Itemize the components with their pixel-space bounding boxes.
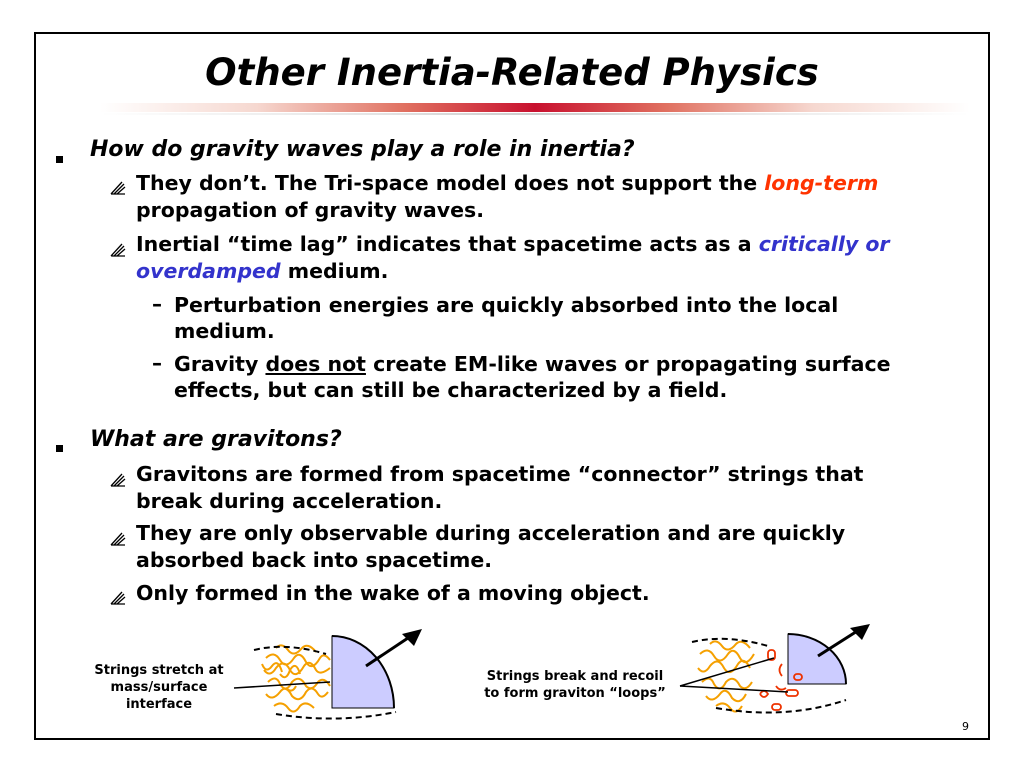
dash-bullet: – [152, 351, 162, 375]
q1-b1-text: They don’t. The Tri-space model does not support the [136, 171, 765, 195]
arrow-head-icon [402, 629, 422, 646]
q2-bullet-1 [136, 461, 976, 515]
slide-title: Other Inertia-Related Physics [205, 51, 819, 94]
q1-b1-highlight: long-term [764, 171, 879, 195]
q1-s2-underlined: does not [265, 352, 366, 376]
right-caption-line-1: Strings break and recoil [486, 669, 664, 684]
title-underline-shadow [100, 113, 970, 115]
question-2: What are gravitons? [90, 427, 342, 452]
dash-bullet: – [152, 292, 162, 316]
connector-strings [698, 641, 754, 711]
q2-b2-text: They are only observable during acceleration and are quickly [136, 521, 846, 545]
connector-strings [262, 645, 330, 711]
q1-sub-bullet-2 [174, 351, 974, 403]
question-1: How do gravity waves play a role in inertia? [90, 137, 635, 162]
strings-break-diagram [676, 624, 886, 720]
pen-bullet-icon [110, 589, 126, 605]
right-figure-caption [470, 668, 680, 702]
title-underline [100, 103, 970, 112]
pen-bullet-icon [110, 241, 126, 257]
right-caption-line-2: to form graviton “loops” [484, 686, 666, 701]
q1-bullet-1 [136, 170, 976, 224]
q2-b2-text-2: absorbed back into spacetime. [136, 548, 493, 572]
left-caption-line-1: Strings stretch at [94, 663, 224, 678]
q2-bullet-3: Only formed in the wake of a moving object. [136, 581, 650, 605]
strings-stretch-diagram [226, 628, 436, 724]
q1-s2-text: Gravity [174, 352, 266, 376]
q1-bullet-2 [136, 231, 976, 285]
square-bullet-icon [56, 156, 63, 163]
q1-s1-text: Perturbation energies are quickly absorbed into the local [174, 293, 839, 317]
q2-bullet-2 [136, 520, 976, 574]
q1-b2-text-2: medium. [280, 259, 389, 283]
pen-bullet-icon [110, 530, 126, 546]
left-caption-line-2: mass/surface [110, 680, 208, 695]
q1-b1-text-2: propagation of gravity waves. [136, 198, 484, 222]
q1-s2-text-b: create EM-like waves or propagating surface [365, 352, 891, 376]
q1-sub-bullet-1 [174, 292, 974, 344]
pen-bullet-icon [110, 471, 126, 487]
pen-bullet-icon [110, 179, 126, 195]
page-number: 9 [962, 720, 969, 733]
q1-b2-highlight-2: overdamped [136, 259, 281, 283]
mass-quadrant [332, 636, 394, 708]
q1-s2-text-2: effects, but can still be characterized by a field. [174, 378, 728, 402]
q1-b2-highlight-1: critically or [758, 232, 890, 256]
left-caption-line-3: interface [125, 697, 193, 712]
left-figure-caption [84, 662, 234, 713]
q2-b1-text-2: break during acceleration. [136, 489, 443, 513]
q1-b2-text: Inertial “time lag” indicates that spacetime acts as a [136, 232, 759, 256]
q2-b1-text: Gravitons are formed from spacetime “connector” strings that [136, 462, 864, 486]
q1-s1-text-2: medium. [174, 319, 275, 343]
square-bullet-icon [56, 445, 63, 452]
